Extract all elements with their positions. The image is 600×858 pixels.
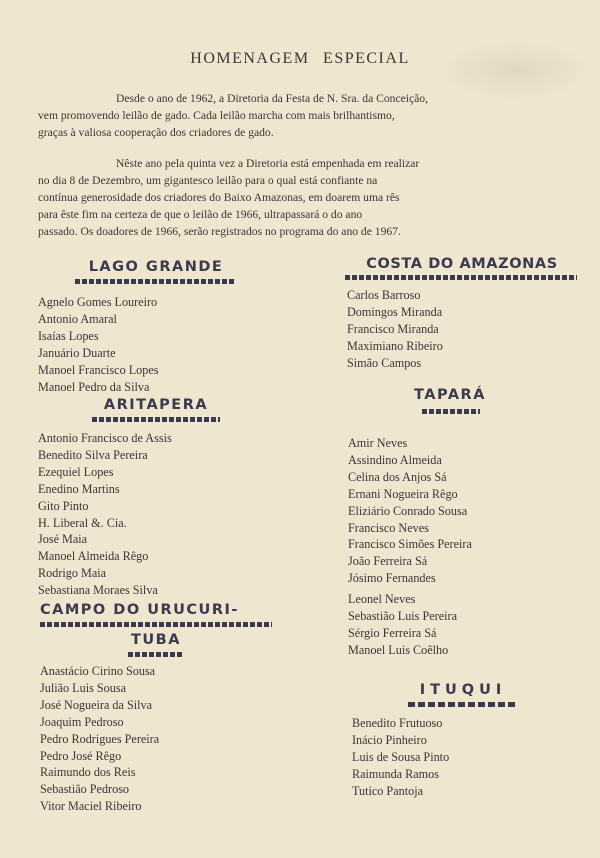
list-item: Francisco Simões Pereira	[348, 537, 472, 552]
list-item: Enedino Martins	[38, 481, 120, 496]
paragraph-line: graças à valiosa cooperação dos criadores de gado.	[38, 126, 274, 139]
list-item: Luis de Sousa Pinto	[352, 749, 450, 764]
paragraph-line: vem promovendo leilão de gado. Cada leilão marcha com mais brilhantismo,	[38, 109, 395, 122]
heading-underline	[75, 279, 235, 284]
section-heading-campo-do-urucurituba-line2: TUBA	[131, 632, 181, 648]
list-item: José Nogueira da Silva	[40, 697, 153, 712]
list-item: Eliziário Conrado Sousa	[348, 503, 468, 518]
list-item: Manoel Luis Coêlho	[348, 642, 449, 657]
paragraph-line: para êste fim na certeza de que o leilão de 1966, ultrapassará o do ano	[38, 208, 363, 221]
list-item: Sebastiana Moraes Silva	[38, 583, 158, 598]
list-item: João Ferreira Sá	[348, 554, 428, 569]
section-heading-aritapera: ARITAPERA	[103, 397, 209, 413]
list-item: Maximiano Ribeiro	[347, 338, 443, 353]
list-item: Benedito Frutuoso	[352, 716, 443, 730]
paragraph-line: no dia 8 de Dezembro, um gigantesco leilão para o qual está confiante na	[38, 174, 378, 187]
list-item: Amir Neves	[348, 436, 408, 450]
section-heading-ituqui: ITUQUI	[419, 682, 507, 698]
list-item: Joaquim Pedroso	[40, 714, 124, 729]
list-item: Manoel Pedro da Silva	[38, 379, 150, 394]
donor-list-ituqui	[352, 715, 449, 800]
list-item: Sebastião Luis Pereira	[348, 609, 457, 624]
list-item: Isaías Lopes	[38, 328, 99, 343]
list-item: Anastácio Cirino Sousa	[40, 664, 156, 678]
section-heading-campo-do-urucurituba-line1: CAMPO DO URUCURI-	[40, 602, 239, 618]
list-item: Manoel Almeida Rêgo	[38, 549, 149, 564]
list-item: Ezequiel Lopes	[38, 464, 114, 479]
list-item: Jósimo Fernandes	[348, 571, 436, 586]
heading-underline	[408, 702, 516, 707]
paragraph-line: Nêste ano pela quinta vez a Diretoria está empenhada em realizar	[116, 157, 420, 170]
list-item: Julião Luis Sousa	[40, 680, 126, 695]
paragraph-line: contínua generosidade dos criadores do Baixo Amazonas, em doarem uma rês	[38, 191, 400, 204]
list-item: Carlos Barroso	[347, 288, 421, 302]
list-item: Agnelo Gomes Loureiro	[38, 295, 158, 309]
list-item: Antonio Amaral	[38, 311, 117, 326]
heading-underline	[92, 417, 220, 422]
list-item: Raimundo dos Reis	[40, 765, 136, 780]
list-item: Ernani Nogueira Rêgo	[348, 486, 458, 501]
list-item: Domingos Miranda	[347, 304, 443, 319]
list-item: Simão Campos	[347, 355, 422, 370]
heading-underline	[422, 409, 480, 414]
paragraph-line: passado. Os doadores de 1966, serão registrados no programa do ano de 1967.	[38, 225, 401, 238]
heading-underline	[345, 275, 577, 280]
list-item: Francisco Neves	[348, 520, 429, 535]
list-item: Pedro Rodrigues Pereira	[40, 731, 160, 746]
list-item: José Maia	[38, 532, 88, 547]
list-item: Celina dos Anjos Sá	[348, 469, 447, 484]
list-item: Gito Pinto	[38, 498, 89, 513]
list-item: H. Liberal &. Cia.	[38, 515, 127, 530]
page-title: HOMENAGEM ESPECIAL	[190, 50, 410, 67]
intro-paragraph-1	[38, 90, 578, 141]
list-item: Leonel Neves	[348, 592, 416, 607]
list-item: Antonio Francisco de Assis	[38, 431, 172, 445]
list-item: Assindino Almeida	[348, 452, 442, 467]
section-heading-lago-grande: LAGO GRANDE	[88, 259, 224, 275]
donor-list-lago-grande	[38, 294, 159, 395]
list-item: Benedito Silva Pereira	[38, 447, 148, 462]
paragraph-line: Desde o ano de 1962, a Diretoria da Festa de N. Sra. da Conceição,	[116, 92, 428, 105]
list-item: Rodrigo Maia	[38, 566, 107, 581]
list-item: Januário Duarte	[38, 345, 116, 360]
donor-list-aritapera	[38, 430, 172, 599]
list-item: Pedro José Rêgo	[40, 748, 122, 763]
list-item: Raimunda Ramos	[352, 766, 439, 781]
list-item: Francisco Miranda	[347, 321, 439, 336]
section-heading-costa-do-amazonas: COSTA DO AMAZONAS	[366, 256, 558, 272]
list-item: Sérgio Ferreira Sá	[348, 625, 437, 640]
donor-list-campo-do-urucurituba	[40, 663, 159, 815]
section-heading-tapara: TAPARÁ	[414, 387, 486, 403]
list-item: Vitor Maciel Ribeiro	[40, 799, 142, 814]
heading-underline	[40, 622, 272, 627]
list-item: Sebastião Pedroso	[40, 782, 130, 797]
list-item: Tutico Pantoja	[352, 783, 423, 798]
intro-paragraph-2	[38, 155, 578, 240]
heading-underline	[128, 652, 184, 657]
list-item: Inácio Pinheiro	[352, 732, 427, 747]
list-item: Manoel Francisco Lopes	[38, 362, 159, 377]
donor-list-costa-do-amazonas	[347, 287, 443, 372]
donor-list-tapara	[348, 435, 472, 659]
